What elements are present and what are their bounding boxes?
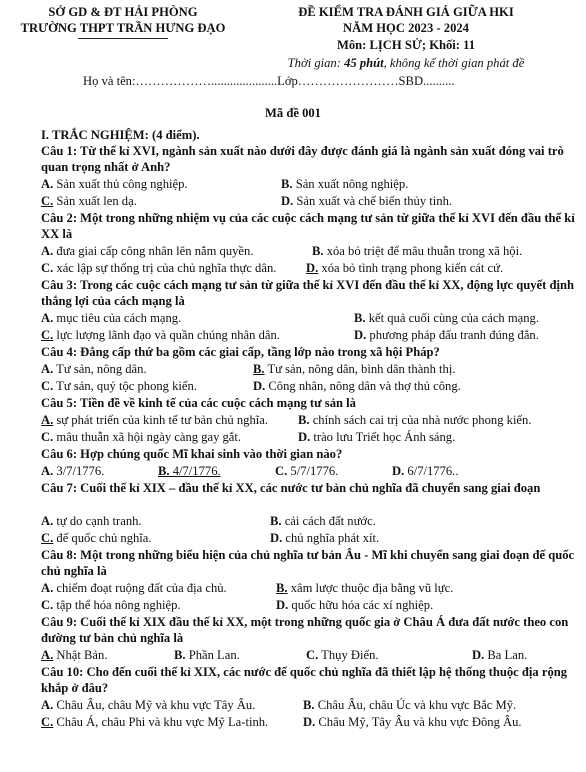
exam-title: ĐỀ KIỂM TRA ĐÁNH GIÁ GIỮA HKI [298, 5, 514, 19]
question-7-option-a[interactable]: A. tự do cạnh tranh. [41, 514, 142, 528]
question-5-option-d[interactable]: D. trào lưu Triết học Ánh sáng. [298, 430, 456, 444]
subject-grade: Môn: LỊCH SỬ; Khối: 11 [336, 38, 476, 52]
school-year: NĂM HỌC 2023 - 2024 [343, 21, 469, 35]
question-9-option-c[interactable]: C. Thụy Điển. [306, 648, 379, 662]
question-8-option-d[interactable]: D. quốc hữu hóa các xí nghiệp. [276, 598, 434, 612]
question-1-option-b[interactable]: B. Sản xuất nông nghiệp. [281, 177, 409, 191]
question-2-option-d[interactable]: D. xóa bỏ tình trạng phong kiến cát cứ. [306, 261, 504, 275]
time-allowed: Thời gian: 45 phút, không kể thời gian phát đề [287, 56, 525, 70]
question-9-option-b[interactable]: B. Phần Lan. [174, 648, 240, 662]
question-4-option-a[interactable]: A. Tư sản, nông dân. [41, 362, 147, 376]
department-name: SỞ GD & ĐT HẢI PHÒNG [48, 5, 198, 19]
question-4-prompt: Câu 4: Đẳng cấp thứ ba gồm các giai cấp, tầng lớp nào trong xã hội Pháp? [41, 345, 440, 359]
question-1-option-a[interactable]: A. Sản xuất thủ công nghiệp. [41, 177, 188, 191]
question-4-option-d[interactable]: D. Công nhân, nông dân và thợ thủ công. [253, 379, 461, 393]
question-10-option-a[interactable]: A. Châu Âu, châu Mỹ và khu vực Tây Âu. [41, 698, 256, 712]
question-9-option-d[interactable]: D. Ba Lan. [472, 648, 528, 662]
header-divider [78, 38, 168, 39]
question-6-option-a[interactable]: A. 3/7/1776. [41, 464, 105, 478]
question-1-option-c[interactable]: C. Sản xuất len dạ. [41, 194, 137, 208]
school-name: TRƯỜNG THPT TRẦN HƯNG ĐẠO [20, 21, 226, 35]
question-7-option-d[interactable]: D. chủ nghĩa phát xít. [270, 531, 380, 545]
question-6-option-d[interactable]: D. 6/7/1776.. [392, 464, 459, 478]
question-9-prompt: Câu 9: Cuối thế kỉ XIX đầu thế kỉ XX, một trong những quốc gia ở Châu Á đưa đất nước theo con đường tư bản chủ nghĩa là [41, 615, 569, 646]
question-4-option-c[interactable]: C. Tư sản, quý tộc phong kiến. [41, 379, 197, 393]
question-8-prompt: Câu 8: Một trong những biểu hiện của chủ nghĩa tư bản Âu - Mĩ khi chuyển sang giai đoạn đế quốc chủ nghĩa là [41, 548, 575, 579]
question-9-option-a[interactable]: A. Nhật Bản. [41, 648, 108, 662]
question-5-option-b[interactable]: B. chính sách cai trị của nhà nước phong kiến. [298, 413, 532, 427]
question-3-option-d[interactable]: D. phương pháp đấu tranh đúng đắn. [354, 328, 539, 342]
question-8-option-b[interactable]: B. xâm lược thuộc địa bằng vũ lực. [276, 581, 454, 595]
question-6-prompt: Câu 6: Hợp chúng quốc Mĩ khai sinh vào thời gian nào? [41, 447, 343, 461]
question-6-option-c[interactable]: C. 5/7/1776. [275, 464, 339, 478]
question-10-option-b[interactable]: B. Châu Âu, châu Úc và khu vực Bắc Mỹ. [303, 698, 517, 712]
question-2-prompt: Câu 2: Một trong những nhiệm vụ của các cuộc cách mạng tư sản từ giữa thế kỉ XVI đến đầu thế kỉ XX là [41, 211, 575, 242]
question-2-option-a[interactable]: A. đưa giai cấp công nhân lên nắm quyền. [41, 244, 254, 258]
question-8-option-a[interactable]: A. chiếm đoạt ruộng đất của địa chủ. [41, 581, 227, 595]
section-title: I. TRẮC NGHIỆM: (4 điểm). [41, 128, 200, 142]
question-2-option-b[interactable]: B. xóa bỏ triệt để mâu thuẫn trong xã hội. [312, 244, 523, 258]
question-1-option-d[interactable]: D. Sản xuất và chế biến thủy tinh. [281, 194, 453, 208]
question-8-option-c[interactable]: C. tập thể hóa nông nghiệp. [41, 598, 181, 612]
question-3-option-a[interactable]: A. mục tiêu của cách mạng. [41, 311, 182, 325]
question-6-option-b[interactable]: B. 4/7/1776. [158, 464, 221, 478]
question-5-prompt: Câu 5: Tiền đề về kinh tế của các cuộc cách mạng tư sản là [41, 396, 356, 410]
question-7-option-b[interactable]: B. cải cách đất nước. [270, 514, 376, 528]
question-4-option-b[interactable]: B. Tư sản, nông dân, bình dân thành thị. [253, 362, 456, 376]
question-10-prompt: Câu 10: Cho đến cuối thế kỉ XIX, các nước đế quốc chủ nghĩa đã thiết lập hệ thống thuộc địa rộng khắp ở đâu? [41, 665, 568, 696]
question-3-prompt: Câu 3: Trong các cuộc cách mạng tư sản từ giữa thế kỉ XVI đến đầu thế kỉ XX, động lực quyết định thắng lợi của cách mạng là [41, 278, 574, 309]
question-3-option-b[interactable]: B. kết quả cuối cùng của cách mạng. [354, 311, 540, 325]
question-5-option-c[interactable]: C. mâu thuẫn xã hội ngày càng gay gắt. [41, 430, 242, 444]
question-7-option-c[interactable]: C. đế quốc chủ nghĩa. [41, 531, 152, 545]
question-2-option-c[interactable]: C. xác lập sự thống trị của chủ nghĩa thực dân. [41, 261, 277, 275]
question-10-option-c[interactable]: C. Châu Á, châu Phi và khu vực Mỹ La-tinh. [41, 715, 269, 729]
question-1-prompt: Câu 1: Từ thế kỉ XVI, ngành sản xuất nào dưới đây được đánh giá là ngành sản xuất đóng vai trò quan trọng nhất ở Anh? [41, 144, 564, 175]
question-10-option-d[interactable]: D. Châu Mỹ, Tây Âu và khu vực Đông Âu. [303, 715, 522, 729]
student-info-line: Họ và tên:……………….....................Lớp……………………SBD.......... [83, 74, 455, 88]
question-3-option-c[interactable]: C. lực lượng lãnh đạo và quần chúng nhân dân. [41, 328, 280, 342]
exam-code: Mã đề 001 [265, 106, 321, 120]
question-5-option-a[interactable]: A. sự phát triển của kinh tế tư bản chủ nghĩa. [41, 413, 268, 427]
question-7-prompt: Câu 7: Cuối thế kỉ XIX – đầu thế kỉ XX, các nước tư bản chủ nghĩa đã chuyển sang giai đoạn [41, 481, 541, 495]
